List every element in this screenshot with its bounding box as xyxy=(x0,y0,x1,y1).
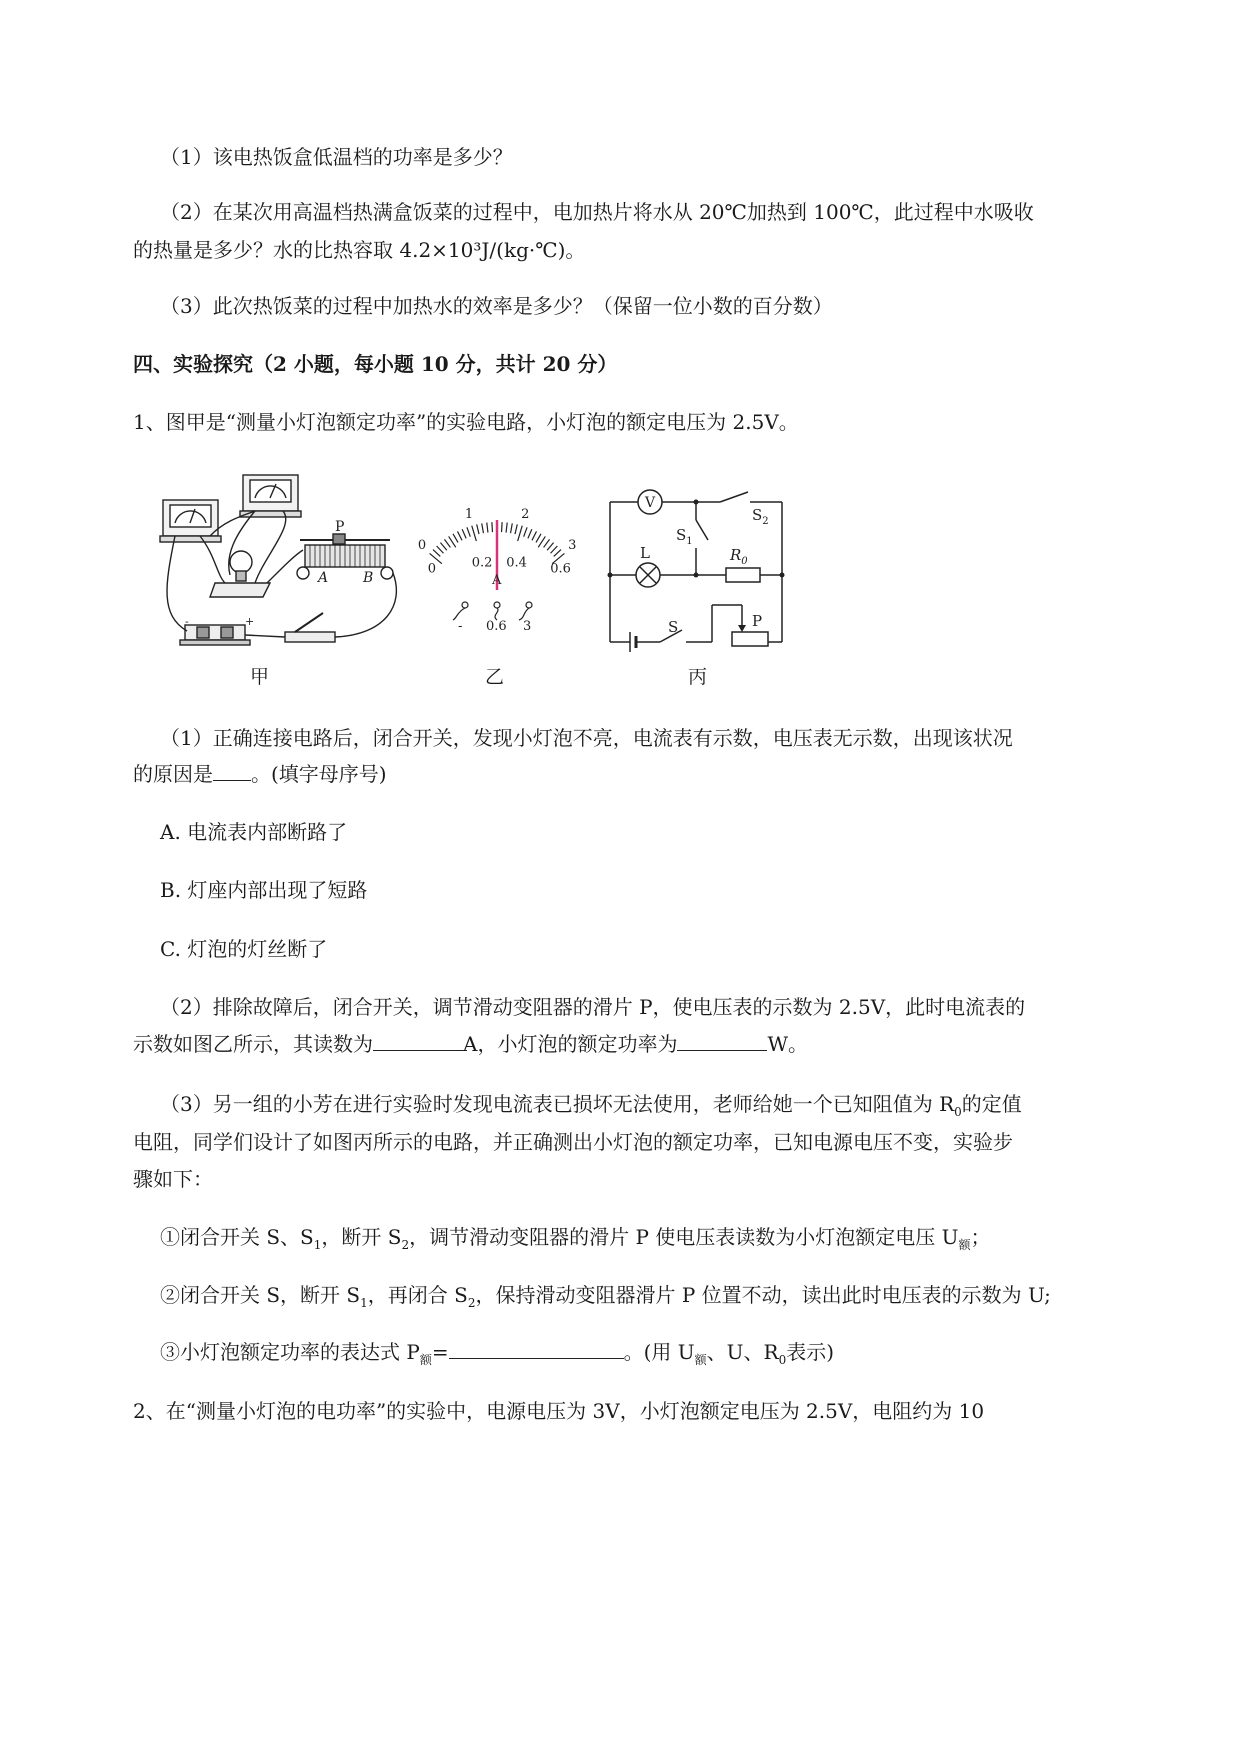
jia-label-b: B xyxy=(363,570,374,586)
dial-tick xyxy=(547,543,553,551)
dial-tick xyxy=(511,523,513,533)
bing-s-label: S xyxy=(668,618,679,636)
yi-terminal-3: 3 xyxy=(523,619,532,634)
yi-unit: A xyxy=(492,573,502,588)
dial-tick xyxy=(433,550,440,557)
part-2-question-line2: 的热量是多少？水的比热容取 4.2×10³J/(kg·℃)。 xyxy=(133,238,586,262)
dial-tick xyxy=(487,523,488,533)
dial-bottom-tick-label: 0 xyxy=(427,561,436,577)
dial-tick xyxy=(551,546,558,553)
bing-r0-label: $R_0$ xyxy=(730,546,748,567)
dial-tick xyxy=(528,529,532,538)
dial-tick xyxy=(453,534,458,543)
dial-bottom-tick-label: 0.4 xyxy=(506,555,527,571)
dial-top-tick-label: 2 xyxy=(521,507,530,523)
section-title: 四、实验探究（2 小题，每小题 10 分，共计 20 分） xyxy=(133,352,618,376)
dial-tick xyxy=(506,523,507,533)
sub1-answer-blank[interactable] xyxy=(213,760,251,781)
dial-tick xyxy=(502,522,503,532)
figure-yi-ammeter xyxy=(395,500,600,640)
dial-tick xyxy=(515,524,517,534)
sub3-line2: 电阻，同学们设计了如图丙所示的电路，并正确测出小灯泡的额定功率，已知电源电压不变，实验步 xyxy=(133,1130,1013,1154)
question-1-stem: 1、图甲是“测量小灯泡额定功率”的实验电路，小灯泡的额定电压为 2.5V。 xyxy=(133,410,799,434)
power-expression-blank[interactable] xyxy=(449,1338,624,1359)
sub1-line1: （1）正确连接电路后，闭合开关，发现小灯泡不亮，电流表有示数，电压表无示数，出现该状况 xyxy=(160,726,1013,750)
yi-terminal-minus: - xyxy=(458,619,463,634)
sub3-line1: （3）另一组的小芳在进行实验时发现电流表已损坏无法使用，老师给她一个已知阻值为 $R_0$的定值 xyxy=(160,1092,1022,1119)
dial-tick xyxy=(492,522,493,532)
option-a: A. 电流表内部断路了 xyxy=(160,820,348,844)
dial-tick xyxy=(518,526,523,541)
dial-tick xyxy=(467,527,470,536)
dial-tick xyxy=(437,546,444,553)
part-1-question: （1）该电热饭盒低温档的功率是多少？ xyxy=(160,145,513,169)
figure-bing-schematic xyxy=(600,480,795,655)
figure-jia-circuit xyxy=(155,465,410,660)
dial-tick xyxy=(536,534,541,543)
step-1: ①闭合开关 S、$S_1$，断开 $S_2$，调节滑动变阻器的滑片 P 使电压表读数为小灯泡额定电压 $U_额$； xyxy=(160,1225,991,1252)
jia-label-p: P xyxy=(335,519,345,535)
yi-terminal-06: 0.6 xyxy=(486,619,507,634)
dial-bottom-tick-label: 0.6 xyxy=(550,561,571,577)
sub3-line3: 骤如下： xyxy=(133,1167,213,1191)
caption-yi: 乙 xyxy=(485,666,505,688)
dial-tick xyxy=(458,531,462,540)
dial-tick xyxy=(482,523,484,533)
dial-tick xyxy=(554,550,561,557)
bing-voltmeter-label: V xyxy=(645,495,656,511)
bing-p-label: P xyxy=(752,612,763,630)
question-2-stem: 2、在“测量小灯泡的电功率”的实验中，电源电压为 3V，小灯泡额定电压为 2.5V，电阻约为 10 xyxy=(133,1399,985,1423)
sub2-line2: 示数如图乙所示，其读数为 A，小灯泡的额定功率为 W。 xyxy=(133,1032,809,1056)
dial-tick xyxy=(462,529,466,538)
jia-label-minus: - xyxy=(185,615,189,628)
sub2-line1: （2）排除故障后，闭合开关，调节滑动变阻器的滑片 P，使电压表的示数为 2.5V，此时电流表的 xyxy=(160,995,1026,1019)
sub1-line2: 的原因是 。(填字母序号) xyxy=(133,762,387,786)
option-c: C. 灯泡的灯丝断了 xyxy=(160,937,328,961)
dial-top-tick-label: 1 xyxy=(464,507,474,523)
bing-s1-label: $S_1$ xyxy=(676,526,693,547)
rated-power-blank[interactable] xyxy=(677,1030,767,1051)
jia-label-a: A xyxy=(318,570,329,586)
jia-label-plus: + xyxy=(245,615,255,628)
caption-jia: 甲 xyxy=(250,666,270,688)
caption-bing: 丙 xyxy=(688,666,708,688)
dial-tick xyxy=(477,524,479,534)
bing-s2-label: $S_2$ xyxy=(752,506,769,527)
dial-tick xyxy=(532,531,536,540)
step-2: ②闭合开关 S，断开 $S_1$，再闭合 $S_2$，保持滑动变阻器滑片 P 位置不动，读出此时电压表的示数为 U; xyxy=(160,1283,1051,1310)
dial-tick xyxy=(440,543,446,551)
part-2-question-line1: （2）在某次用高温档热满盒饭菜的过程中，电加热片将水从 20℃加热到 100℃，此过程中水吸收 xyxy=(160,200,1034,224)
dial-tick xyxy=(472,526,477,541)
dial-bottom-tick-label: 0.2 xyxy=(471,555,493,571)
part-3-question: （3）此次热饭菜的过程中加热水的效率是多少？（保留一位小数的百分数） xyxy=(160,294,833,318)
bing-lamp-label: L xyxy=(640,544,650,562)
dial-top-tick-label: 0 xyxy=(417,538,427,554)
step-3: ③小灯泡额定功率的表达式 $P_额=$ 。(用 $U_额$、U、$R_0$表示) xyxy=(160,1340,835,1367)
dial-tick xyxy=(524,527,527,536)
current-reading-blank[interactable] xyxy=(373,1030,463,1051)
dial-top-tick-label: 3 xyxy=(568,538,577,554)
option-b: B. 灯座内部出现了短路 xyxy=(160,878,368,902)
dial-tick xyxy=(444,539,450,547)
dial-tick xyxy=(544,539,550,547)
